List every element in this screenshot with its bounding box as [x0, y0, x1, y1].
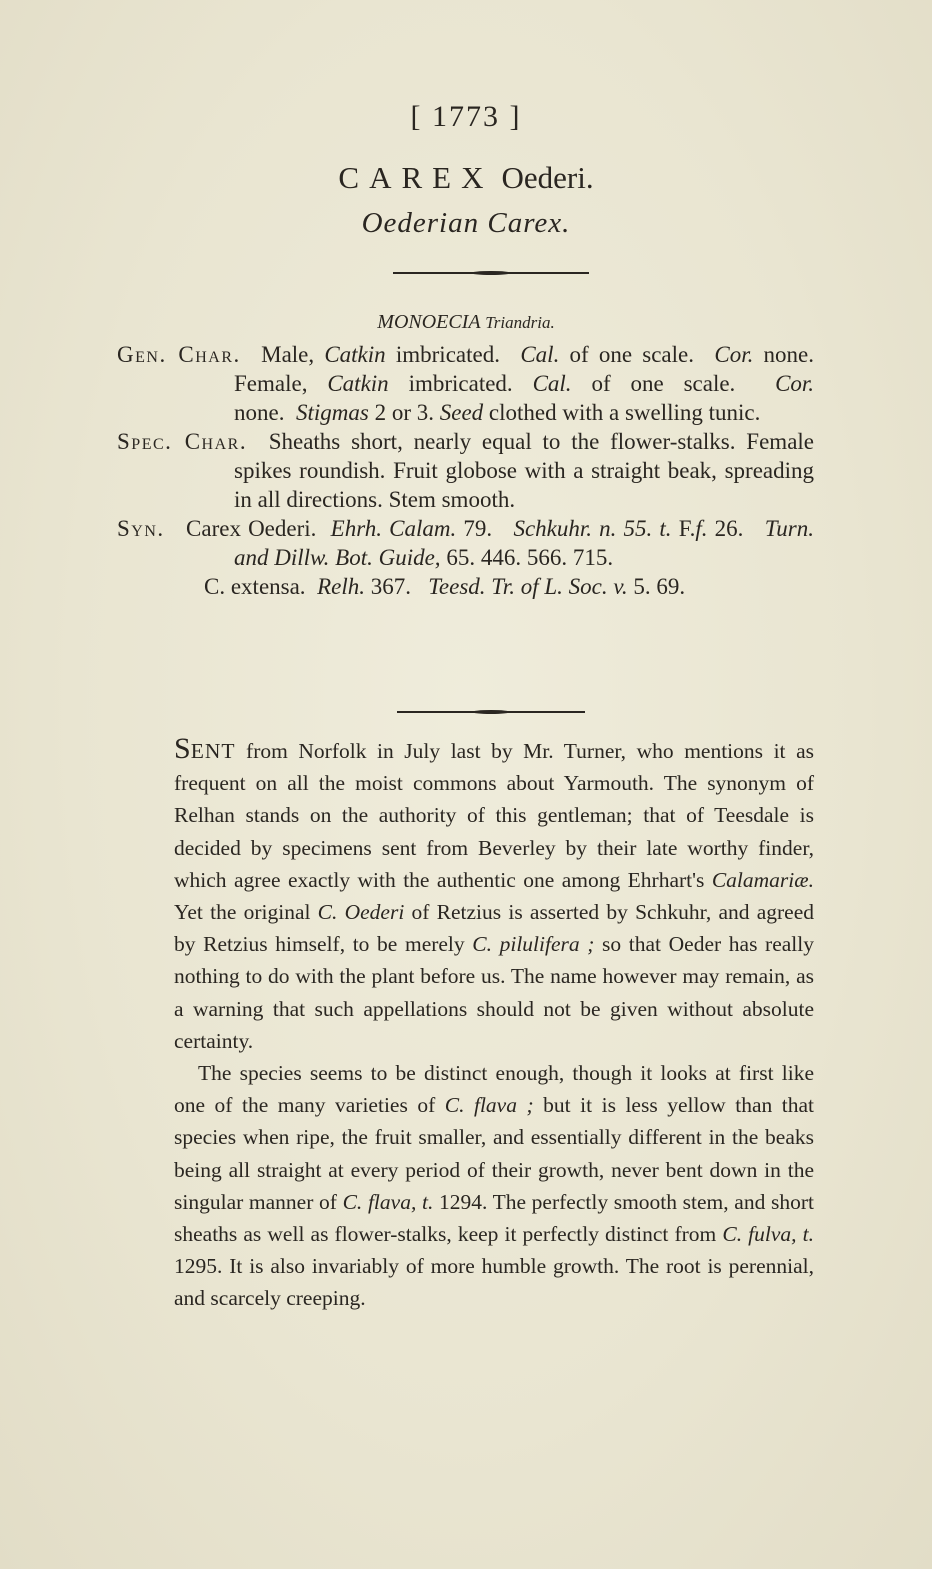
body-text-run: 1294. The perfectly smooth stem, and short sheaths as well as flower-stalks, keep it perfectly distinct from: [174, 1189, 814, 1247]
paragraph-1: [174, 733, 814, 1057]
body-italic-run: C. pilulifera ;: [472, 932, 595, 957]
body-text-run: of Retzius is asserted by Schkuhr, and agreed by Retzius himself, to be merely: [174, 900, 814, 957]
generic-character: [117, 340, 815, 427]
gen-char-label: Gen. Char.: [117, 342, 241, 367]
syn-number: 26.: [714, 516, 744, 541]
body-text-run: Yet the original: [174, 900, 318, 925]
description-text: [174, 733, 814, 1315]
gen-char-text: of one scale.: [591, 371, 736, 396]
syn-label: Syn.: [117, 516, 165, 541]
body-text-run: The species seems to be distinct enough, though it looks at first like one of the many varieties of: [174, 1061, 814, 1118]
syn-number: 65. 446. 566. 715.: [446, 545, 614, 570]
gen-char-text: imbricated.: [408, 371, 513, 396]
species-title: [0, 160, 932, 196]
linnaean-classification: [0, 311, 932, 334]
paragraph-2: [174, 1057, 814, 1315]
gen-char-term: Cor.: [775, 371, 815, 396]
syn-number: 79.: [463, 516, 493, 541]
common-name: Oederian Carex.: [361, 207, 571, 239]
gen-char-text: imbricated.: [395, 342, 500, 367]
gen-char-text: none.: [234, 400, 285, 425]
gen-char-text: none. Female,: [234, 342, 815, 396]
body-text-run: so that Oeder has really nothing to do with the plant before us. The name however may remain, as a warning that such appellations should not be given without absolute certainty.: [174, 932, 814, 1053]
genus-name: CAREX: [338, 160, 494, 195]
syn-reference: Turn. and Dillw. Bot. Guide,: [234, 516, 815, 570]
body-text-run: 1295. It is also invariably of more humble growth. The root is perennial, and scarcely creeping.: [174, 1254, 814, 1311]
characters-section: [117, 340, 815, 601]
syn-name: Carex Oederi.: [186, 516, 317, 541]
syn-number: 367.: [370, 574, 411, 599]
gen-char-text: Male,: [261, 342, 315, 367]
order-name: Triandria.: [485, 313, 555, 332]
syn-number: 5. 69.: [633, 574, 686, 599]
body-italic-run: C. flava ;: [444, 1093, 534, 1118]
specific-character: [117, 427, 815, 514]
syn-reference: Schkuhr. n. 55. t.: [513, 516, 672, 541]
body-italic-run: Calamariæ.: [711, 867, 814, 892]
syn-reference: f.: [695, 516, 708, 541]
initial-letter: S: [174, 732, 191, 765]
body-italic-run: C. Oederi: [317, 900, 405, 925]
syn-number: F.: [678, 516, 696, 541]
gen-char-text: clothed with a swelling tunic.: [488, 400, 761, 425]
plate-number: [ 1773 ]: [410, 100, 522, 133]
gen-char-text: 2 or 3.: [374, 400, 434, 425]
gen-char-term: Stigmas: [295, 400, 369, 425]
gen-char-term: Cal.: [520, 342, 560, 367]
body-text-run: but it is less yellow than that species when ripe, the fruit smaller, and essentially different in the beaks being all straight at every period of their growth, never bent down in the singular manner of: [174, 1093, 814, 1214]
gen-char-term: Catkin: [327, 371, 389, 396]
syn-reference: Ehrh. Calam.: [330, 516, 457, 541]
species-epithet: Oederi.: [501, 160, 594, 195]
gen-char-term: Seed: [439, 400, 484, 425]
synonym-line: [174, 572, 814, 601]
ornamental-rule-top: [393, 272, 589, 274]
gen-char-text: of one scale.: [569, 342, 694, 367]
body-italic-run: C. flava, t.: [342, 1189, 434, 1214]
spec-char-text: Sheaths short, nearly equal to the flower-stalks. Female spikes roundish. Fruit globose with a straight beak, spreading in all directions. Stem smooth.: [234, 429, 815, 512]
spec-char-label: Spec. Char.: [117, 429, 248, 454]
synonyms: [117, 514, 815, 601]
body-text-run: from Norfolk in July last by Mr. Turner, who mentions it as frequent on all the moist commons about Yarmouth. The synonym of Relhan stands on the authority of this gentleman; that of Teesdale is decided by specimens sent from Beverley by their late worthy finder, which agree exactly with the authentic one among Ehrhart's: [174, 739, 814, 892]
lead-word: ENT: [190, 739, 236, 763]
gen-char-term: Cal.: [532, 371, 572, 396]
gen-char-term: Catkin: [324, 342, 386, 367]
gen-char-term: Cor.: [714, 342, 754, 367]
syn-reference: Teesd. Tr. of L. Soc. v.: [428, 574, 628, 599]
class-name: MONOECIA: [377, 311, 481, 333]
ornamental-rule-middle: [397, 711, 585, 713]
syn-name: C. extensa.: [204, 574, 306, 599]
body-italic-run: C. fulva, t.: [722, 1222, 814, 1247]
syn-reference: Relh.: [317, 574, 365, 599]
